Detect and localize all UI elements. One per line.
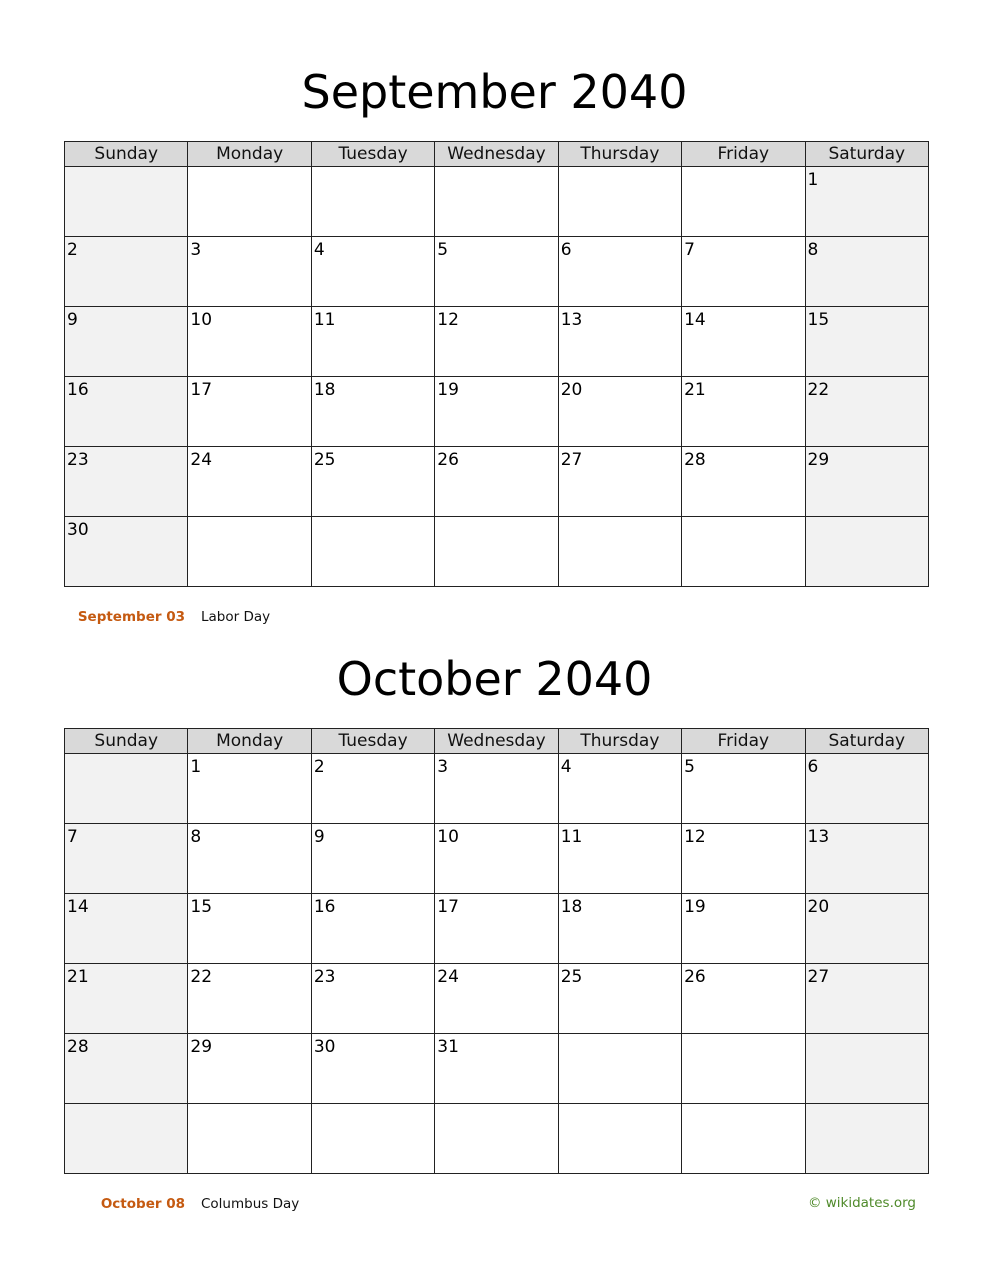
weekday-header-saturday: Saturday (805, 729, 928, 754)
day-cell (435, 307, 558, 377)
week-row (65, 167, 929, 237)
day-number: 8 (190, 827, 202, 847)
day-number (559, 517, 681, 520)
day-number: 19 (684, 897, 706, 917)
day-cell (558, 824, 681, 894)
day-cell (65, 167, 188, 237)
day-cell (558, 307, 681, 377)
day-number: 18 (560, 897, 583, 917)
day-number: 7 (67, 827, 78, 847)
day-cell (435, 824, 558, 894)
day-cell (682, 964, 805, 1034)
day-number (65, 754, 187, 757)
weekday-header-sunday: Sunday (65, 729, 188, 754)
day-number (559, 167, 681, 170)
credit-text[interactable]: © wikidates.org (807, 1195, 916, 1211)
day-cell (311, 307, 434, 377)
day-number: 21 (684, 380, 706, 400)
day-number: 23 (313, 967, 336, 987)
holiday-name: Columbus Day (201, 1196, 300, 1212)
day-cell (435, 237, 558, 307)
day-number (188, 1104, 310, 1107)
day-number: 14 (684, 310, 706, 330)
weekday-header-row (65, 142, 929, 167)
weekday-header-tuesday: Tuesday (311, 142, 434, 167)
day-cell (682, 167, 805, 237)
day-number: 25 (313, 450, 336, 470)
day-number: 12 (684, 827, 706, 847)
weekday-header-monday: Monday (188, 729, 311, 754)
day-number: 29 (807, 450, 830, 470)
day-cell (682, 1034, 805, 1104)
day-cell (188, 1104, 311, 1174)
day-cell (188, 1034, 311, 1104)
day-cell (805, 964, 928, 1034)
day-number (188, 167, 310, 170)
day-cell (65, 237, 188, 307)
day-cell (435, 517, 558, 587)
holiday-date: September 03 (77, 609, 185, 625)
day-number (559, 1034, 681, 1037)
day-number: 24 (437, 967, 459, 987)
day-number: 6 (560, 240, 572, 260)
day-number: 21 (67, 967, 89, 987)
weekday-header-wednesday: Wednesday (435, 729, 558, 754)
day-number (682, 1104, 804, 1107)
day-cell (682, 447, 805, 517)
day-number: 11 (560, 827, 583, 847)
week-row (65, 894, 929, 964)
day-number: 10 (190, 310, 213, 330)
day-cell (311, 894, 434, 964)
day-cell (188, 237, 311, 307)
day-number: 28 (684, 450, 706, 470)
day-number: 24 (190, 450, 213, 470)
day-number: 13 (560, 310, 583, 330)
day-number: 5 (684, 757, 695, 777)
day-number: 4 (313, 240, 325, 260)
day-number: 1 (190, 757, 202, 777)
day-number: 17 (190, 380, 213, 400)
day-number: 5 (437, 240, 449, 260)
day-number (806, 1034, 928, 1037)
day-cell (188, 447, 311, 517)
weekday-header-tuesday: Tuesday (311, 729, 434, 754)
day-cell (805, 307, 928, 377)
holiday-name: Labor Day (201, 609, 271, 625)
week-row (65, 964, 929, 1034)
day-number: 26 (437, 450, 459, 470)
day-cell (435, 894, 558, 964)
day-number (188, 517, 310, 520)
day-cell (188, 824, 311, 894)
week-row (65, 447, 929, 517)
day-number (682, 167, 804, 170)
day-number: 16 (313, 897, 336, 917)
day-number: 10 (437, 827, 459, 847)
day-cell (311, 377, 434, 447)
weekday-header-row (65, 729, 929, 754)
day-cell (311, 1034, 434, 1104)
day-number (312, 517, 434, 520)
day-number: 3 (190, 240, 202, 260)
day-cell (805, 377, 928, 447)
week-row (65, 237, 929, 307)
weekday-header-wednesday: Wednesday (435, 142, 558, 167)
day-cell (311, 964, 434, 1034)
day-cell (558, 167, 681, 237)
day-cell (188, 894, 311, 964)
day-number: 11 (313, 310, 336, 330)
week-row (65, 307, 929, 377)
weekday-header-monday: Monday (188, 142, 311, 167)
week-row (65, 1034, 929, 1104)
day-number: 30 (67, 520, 89, 540)
day-cell (311, 754, 434, 824)
day-number (806, 517, 928, 520)
day-number: 22 (807, 380, 830, 400)
day-cell (558, 1034, 681, 1104)
day-number (65, 167, 187, 170)
day-cell (435, 1034, 558, 1104)
day-cell (682, 307, 805, 377)
day-cell (682, 377, 805, 447)
day-number: 7 (684, 240, 695, 260)
day-cell (805, 447, 928, 517)
day-cell (65, 894, 188, 964)
weekday-header-sunday: Sunday (65, 142, 188, 167)
day-number: 2 (67, 240, 78, 260)
day-number: 20 (560, 380, 583, 400)
day-cell (65, 824, 188, 894)
day-cell (311, 517, 434, 587)
day-cell (435, 964, 558, 1034)
day-number: 27 (560, 450, 583, 470)
weekday-header-thursday: Thursday (558, 142, 681, 167)
day-cell (805, 1034, 928, 1104)
day-cell (435, 377, 558, 447)
day-cell (188, 754, 311, 824)
day-cell (682, 517, 805, 587)
day-cell (188, 517, 311, 587)
month-title-october: October 2040 (336, 652, 653, 706)
day-cell (435, 167, 558, 237)
week-row (65, 1104, 929, 1174)
week-row (65, 824, 929, 894)
week-row (65, 754, 929, 824)
day-cell (188, 307, 311, 377)
day-number: 23 (67, 450, 89, 470)
day-cell (558, 377, 681, 447)
day-number: 28 (67, 1037, 89, 1057)
day-number: 22 (190, 967, 213, 987)
day-cell (311, 824, 434, 894)
day-cell (435, 754, 558, 824)
day-cell (311, 237, 434, 307)
day-number: 17 (437, 897, 459, 917)
day-cell (558, 517, 681, 587)
day-cell (558, 894, 681, 964)
day-cell (65, 754, 188, 824)
day-cell (311, 1104, 434, 1174)
day-number: 26 (684, 967, 706, 987)
day-cell (682, 824, 805, 894)
day-cell (682, 754, 805, 824)
day-cell (188, 167, 311, 237)
day-number: 16 (67, 380, 89, 400)
day-cell (311, 447, 434, 517)
holiday-date: October 08 (100, 1196, 185, 1212)
day-cell (435, 1104, 558, 1174)
day-number: 1 (807, 170, 819, 190)
day-number: 31 (437, 1037, 459, 1057)
day-cell (682, 237, 805, 307)
calendar-grid-october (64, 728, 929, 1174)
day-number: 14 (67, 897, 89, 917)
day-number: 13 (807, 827, 830, 847)
day-cell (805, 894, 928, 964)
day-number (559, 1104, 681, 1107)
day-cell (65, 307, 188, 377)
day-number: 6 (807, 757, 819, 777)
day-number: 15 (190, 897, 213, 917)
day-cell (188, 377, 311, 447)
day-cell (65, 377, 188, 447)
day-cell (65, 517, 188, 587)
day-cell (805, 517, 928, 587)
day-number: 20 (807, 897, 830, 917)
day-number (312, 1104, 434, 1107)
day-number: 3 (437, 757, 449, 777)
day-number: 30 (313, 1037, 336, 1057)
day-number: 27 (807, 967, 830, 987)
day-cell (558, 237, 681, 307)
day-number (682, 517, 804, 520)
day-number (65, 1104, 187, 1107)
weekday-header-thursday: Thursday (558, 729, 681, 754)
day-cell (805, 237, 928, 307)
day-cell (65, 447, 188, 517)
day-cell (558, 1104, 681, 1174)
day-cell (65, 964, 188, 1034)
day-cell (558, 754, 681, 824)
day-number (435, 517, 557, 520)
day-number: 29 (190, 1037, 213, 1057)
day-cell (682, 894, 805, 964)
day-cell (558, 447, 681, 517)
calendar-grid-september (64, 141, 929, 587)
day-cell (805, 754, 928, 824)
day-cell (435, 447, 558, 517)
day-number: 25 (560, 967, 583, 987)
day-cell (558, 964, 681, 1034)
day-number: 8 (807, 240, 819, 260)
day-number: 19 (437, 380, 459, 400)
day-number: 2 (313, 757, 325, 777)
day-number: 9 (67, 310, 78, 330)
day-number (435, 1104, 557, 1107)
day-cell (682, 1104, 805, 1174)
day-number: 15 (807, 310, 830, 330)
weekday-header-friday: Friday (682, 142, 805, 167)
day-number: 12 (437, 310, 459, 330)
day-cell (65, 1104, 188, 1174)
day-cell (805, 824, 928, 894)
day-number (806, 1104, 928, 1107)
day-number: 18 (313, 380, 336, 400)
day-cell (188, 964, 311, 1034)
week-row (65, 517, 929, 587)
weekday-header-friday: Friday (682, 729, 805, 754)
day-cell (65, 1034, 188, 1104)
day-number: 4 (560, 757, 572, 777)
day-number (682, 1034, 804, 1037)
day-number: 9 (313, 827, 325, 847)
day-cell (311, 167, 434, 237)
day-number (312, 167, 434, 170)
month-title-september: September 2040 (301, 65, 688, 119)
day-cell (805, 1104, 928, 1174)
week-row (65, 377, 929, 447)
day-cell (805, 167, 928, 237)
weekday-header-saturday: Saturday (805, 142, 928, 167)
day-number (435, 167, 557, 170)
